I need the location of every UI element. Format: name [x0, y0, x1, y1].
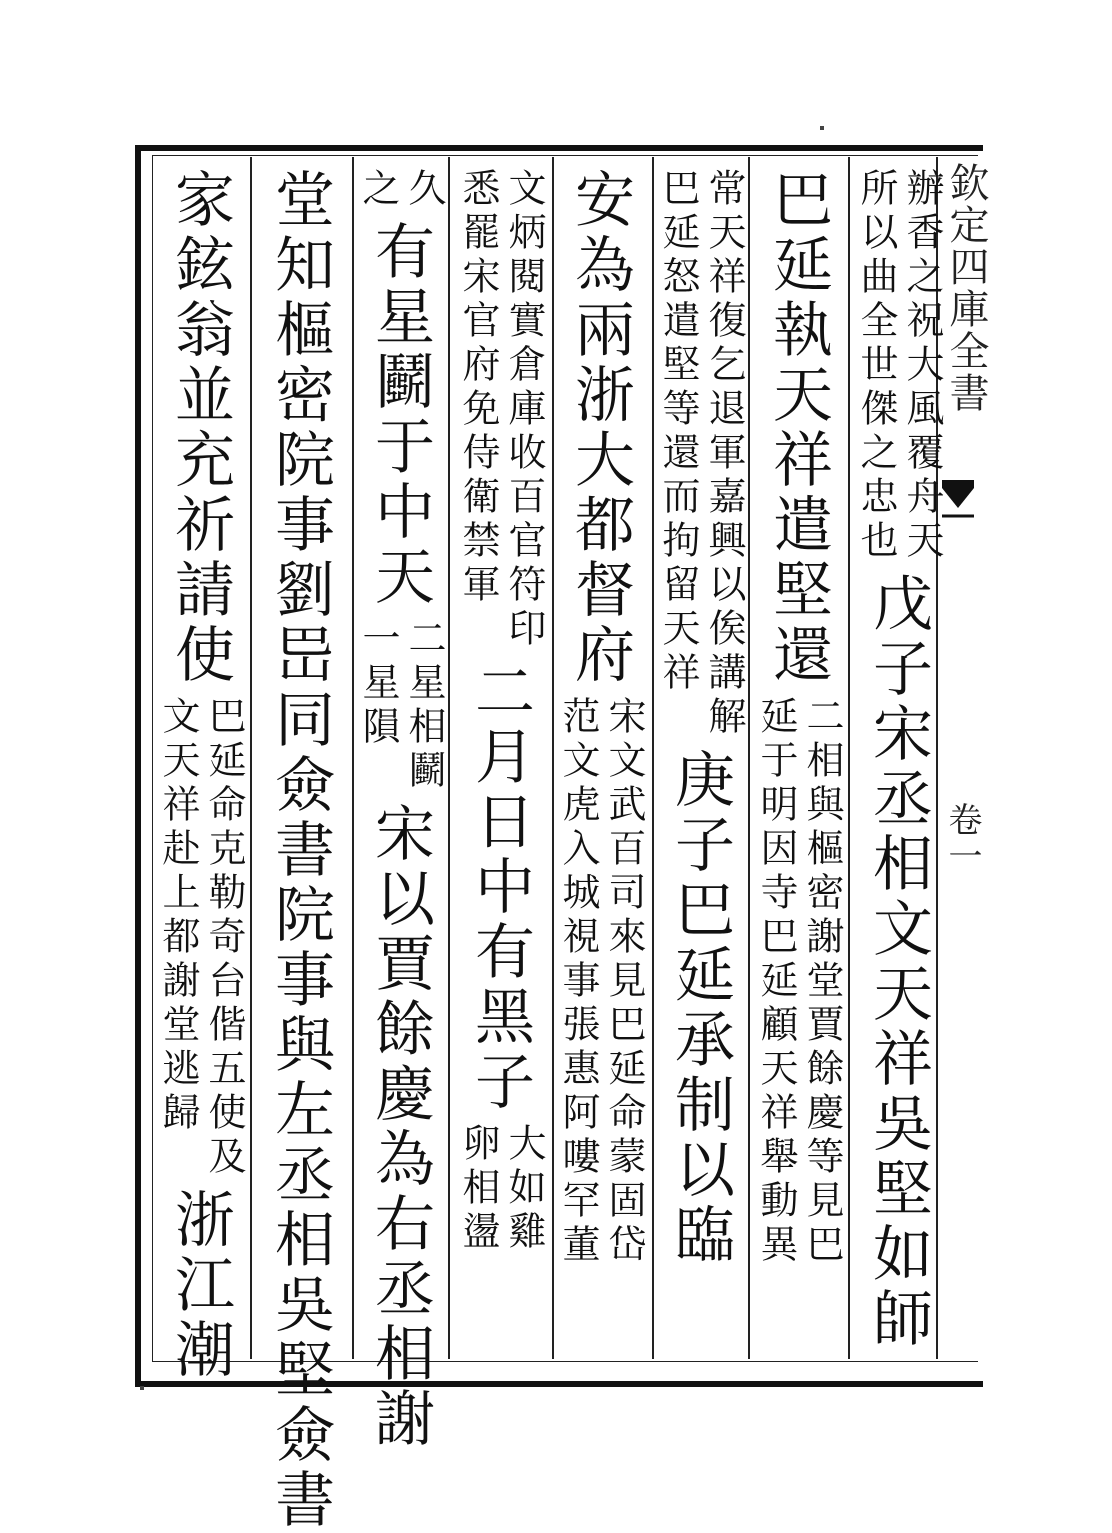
- column-rule: [652, 157, 654, 1359]
- annotation-line: 文炳閱實倉庫收百官符印: [502, 168, 546, 652]
- fish-tail-icon: [940, 478, 976, 518]
- main-text-column: 家鉉翁並充祈請使: [165, 168, 235, 688]
- main-text-column: 浙江潮: [165, 1188, 235, 1383]
- annotation-line: 大如雞: [502, 1123, 546, 1255]
- main-text-column: 庚子巴延承制以臨: [665, 748, 735, 1268]
- scan-speck: [820, 126, 824, 130]
- annotation-line: 文天祥赴上都謝堂逃歸: [156, 696, 200, 1136]
- column-rule: [848, 157, 850, 1359]
- center-banner: [938, 150, 989, 1358]
- annotation-line: 巴延命克勒奇台偕五使及: [202, 696, 246, 1180]
- column-rule: [250, 157, 252, 1359]
- annotation-line: 卵相盪: [456, 1123, 500, 1255]
- annotation-line: 延于明因寺巴延顧天祥舉動異: [754, 696, 798, 1268]
- volume-label: 卷一: [942, 802, 982, 874]
- main-text-column: 宋以賈餘慶為右丞相謝: [365, 802, 435, 1452]
- annotation-line: 悉罷宋官府免侍衛禁軍: [456, 168, 500, 608]
- annotation-line: 久: [402, 168, 446, 212]
- column-rule: [352, 157, 354, 1359]
- annotation-line: 辦香之祝大風覆舟天: [900, 168, 944, 564]
- book-title: 欽定四庫全書: [943, 162, 989, 414]
- scan-speck: [140, 1386, 144, 1390]
- main-text-column: 巴延執天祥遣堅還: [763, 168, 833, 688]
- annotation-line: 宋文武百司來見巴延命蒙固岱: [602, 696, 646, 1268]
- main-text-column: 堂知樞密院事劉岊同僉書院事與左丞相吳堅僉書: [265, 168, 335, 1533]
- annotation-line: 范文虎入城視事張惠阿嘍罕董: [556, 696, 600, 1268]
- annotation-line: 所以曲全世傑之忠也: [854, 168, 898, 564]
- annotation-line: 巴延怒遣堅等還而拘留天祥: [656, 168, 700, 696]
- annotation-line: 二星相鬬: [402, 618, 446, 794]
- column-rule: [552, 157, 554, 1359]
- column-rule: [748, 157, 750, 1359]
- main-text-column: 有星鬬于中天: [365, 220, 435, 610]
- annotation-line: 之: [356, 168, 400, 212]
- main-text-column: 戊子宋丞相文天祥吳堅如師: [863, 572, 933, 1352]
- main-text-column: 安為兩浙大都督府: [565, 168, 635, 688]
- annotation-line: 一星隕: [356, 618, 400, 750]
- main-text-column: 二月日中有黑子: [465, 660, 535, 1115]
- annotation-line: 二相與樞密謝堂賈餘慶等見巴: [800, 696, 844, 1268]
- column-rule: [448, 157, 450, 1359]
- annotation-line: 常天祥復乞退軍嘉興以俟講解: [702, 168, 746, 740]
